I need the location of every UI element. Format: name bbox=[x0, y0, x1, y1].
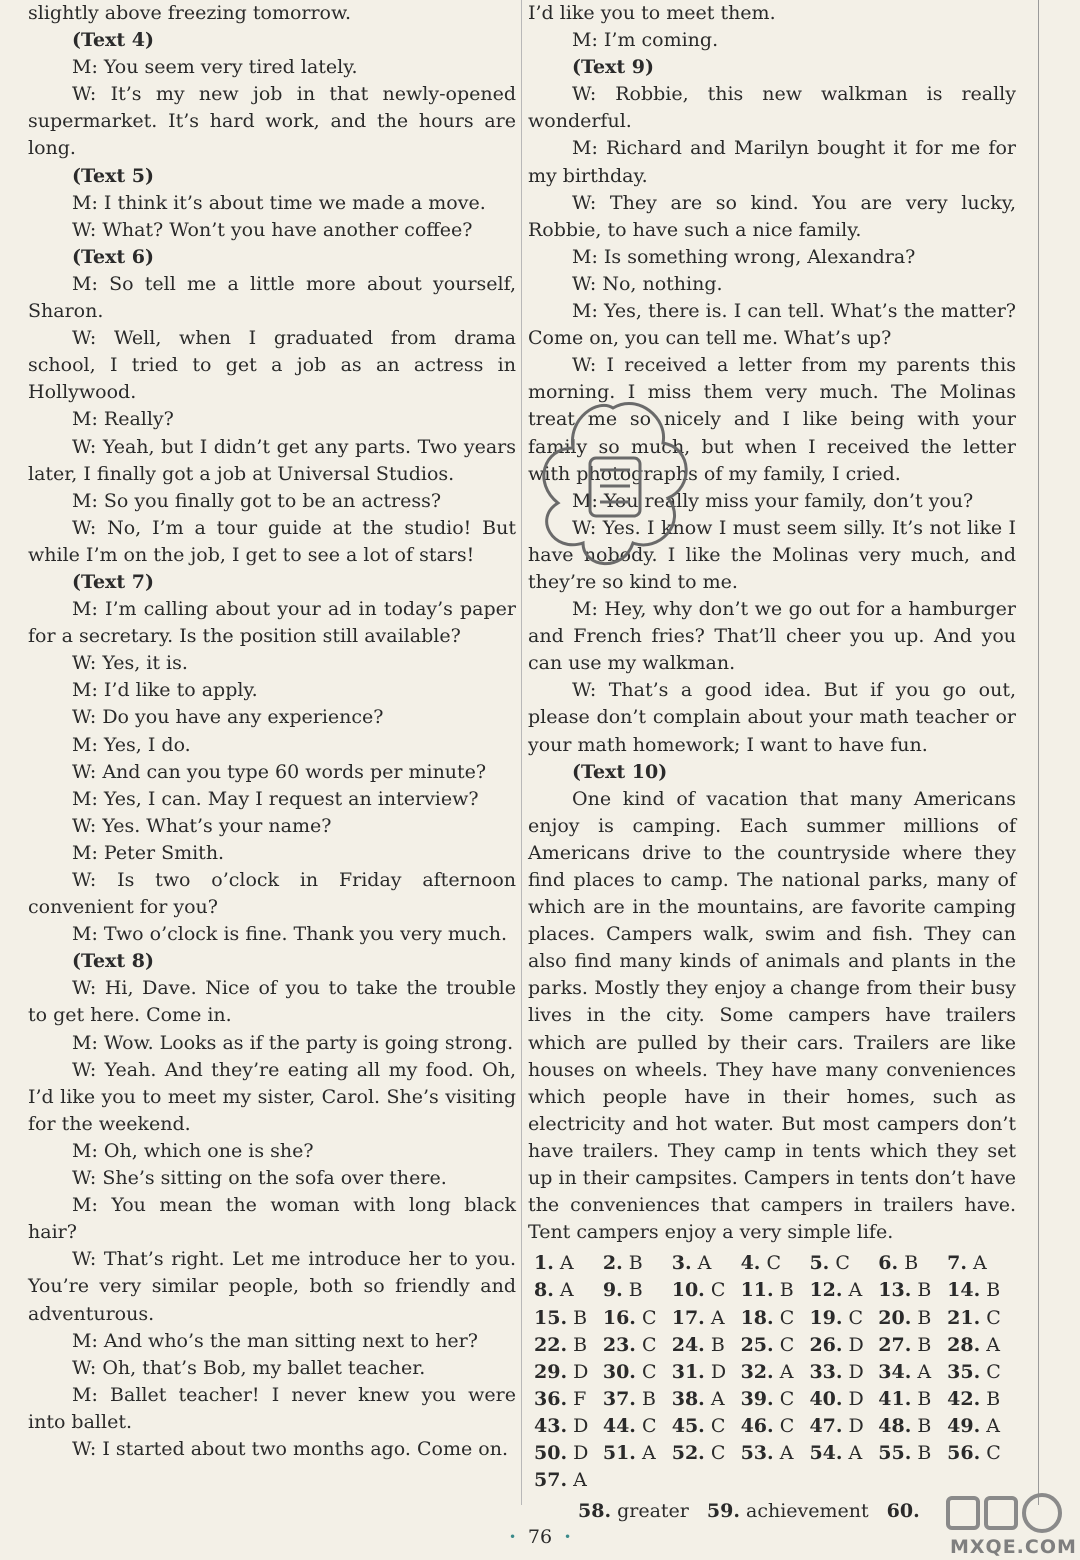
answer-number: 3. bbox=[671, 1252, 692, 1275]
section-heading: (Text 10) bbox=[572, 760, 668, 783]
dialogue-line: M: Richard and Marilyn bought it for me for my birthday. bbox=[528, 137, 1016, 187]
dialogue-line: W: Hi, Dave. Nice of you to take the trouble to get here. Come in. bbox=[28, 977, 516, 1027]
dialogue-line: M: You seem very tired lately. bbox=[72, 56, 358, 79]
answer-number: 52. bbox=[671, 1441, 705, 1464]
answer-letter: C bbox=[641, 1333, 657, 1356]
answer-letter: A bbox=[986, 1414, 1000, 1437]
answer-letter: B bbox=[628, 1279, 643, 1302]
fill-answer bbox=[707, 1498, 869, 1525]
answer-number: 46. bbox=[740, 1414, 774, 1437]
answer-item bbox=[534, 1386, 603, 1413]
answer-letter: A bbox=[559, 1252, 574, 1275]
answer-number: 25. bbox=[740, 1333, 774, 1356]
answer-row bbox=[528, 1305, 1016, 1332]
answer-number: 16. bbox=[602, 1306, 636, 1329]
dialogue-line: M: You mean the woman with long black hair? bbox=[28, 1194, 516, 1244]
dialogue-line: W: Yes. What’s your name? bbox=[72, 814, 332, 837]
answer-number: 23. bbox=[602, 1333, 636, 1356]
answer-item bbox=[741, 1250, 810, 1277]
fill-number: 59. bbox=[706, 1500, 740, 1523]
answer-item bbox=[878, 1413, 947, 1440]
answer-item bbox=[741, 1305, 810, 1332]
dialogue-line: W: Yes. I know I must seem silly. It’s not like I have nobody. I like the Molinas very much, and they’re so kind to me. bbox=[528, 516, 1016, 593]
page-edge-line bbox=[1038, 0, 1039, 1505]
answer-item bbox=[878, 1440, 947, 1467]
answer-item bbox=[741, 1277, 810, 1304]
answer-number: 40. bbox=[809, 1387, 843, 1410]
dialogue-line: M: Yes, I do. bbox=[72, 733, 191, 756]
answer-letter: C bbox=[641, 1360, 657, 1383]
left-column bbox=[28, 0, 516, 1463]
answer-letter: D bbox=[848, 1414, 864, 1437]
answer-number: 5. bbox=[809, 1252, 830, 1275]
answer-item bbox=[672, 1413, 741, 1440]
dialogue-line: M: I’d like to apply. bbox=[72, 679, 258, 702]
answer-letter: C bbox=[641, 1414, 657, 1437]
fill-answer bbox=[578, 1498, 689, 1525]
answer-number: 56. bbox=[947, 1441, 981, 1464]
answer-number: 21. bbox=[947, 1306, 981, 1329]
answer-item bbox=[947, 1413, 1016, 1440]
answer-number: 50. bbox=[534, 1441, 568, 1464]
answer-item bbox=[947, 1359, 1016, 1386]
answer-number: 43. bbox=[534, 1414, 568, 1437]
answer-letter: F bbox=[573, 1387, 587, 1410]
dialogue-line: W: Well, when I graduated from drama school, I tried to get a job as an actress in Hollywood. bbox=[28, 327, 516, 404]
answer-item bbox=[534, 1440, 603, 1467]
dialogue-line: W: She’s sitting on the sofa over there. bbox=[72, 1167, 447, 1190]
answer-letter: A bbox=[848, 1441, 863, 1464]
answer-item bbox=[809, 1305, 878, 1332]
answer-letter: A bbox=[641, 1441, 656, 1464]
answer-item bbox=[809, 1332, 878, 1359]
answer-row bbox=[528, 1359, 1016, 1386]
answer-item bbox=[603, 1332, 672, 1359]
dialogue-line: W: Oh, that’s Bob, my ballet teacher. bbox=[72, 1356, 426, 1379]
answer-number: 1. bbox=[534, 1252, 554, 1275]
dialogue-line: W: That’s right. Let me introduce her to you. You’re very similar people, both so friendly and adventurous. bbox=[28, 1248, 516, 1325]
answer-number: 33. bbox=[809, 1360, 843, 1383]
answer-item bbox=[603, 1440, 672, 1467]
answer-item bbox=[947, 1277, 1016, 1304]
dialogue-line: slightly above freezing tomorrow. bbox=[28, 2, 352, 24]
answer-letter: B bbox=[917, 1441, 932, 1464]
answer-item bbox=[672, 1386, 741, 1413]
answer-letter: D bbox=[710, 1360, 727, 1383]
dialogue-line: M: Is something wrong, Alexandra? bbox=[572, 245, 916, 268]
answer-number: 30. bbox=[602, 1360, 636, 1383]
answer-letter: B bbox=[710, 1333, 725, 1356]
dialogue-line: W: Yeah, but I didn’t get any parts. Two years later, I finally got a job at Universal Studios. bbox=[28, 435, 516, 485]
answer-number: 53. bbox=[740, 1441, 774, 1464]
dialogue-line: M: Peter Smith. bbox=[72, 841, 225, 864]
answer-letter: D bbox=[848, 1360, 864, 1383]
answer-row bbox=[528, 1386, 1016, 1413]
watermark-text: MXQE.COM bbox=[950, 1536, 1077, 1558]
dialogue-line: W: I received a letter from my parents this morning. I miss them very much. The Molinas treat me so nicely and I like being with your family so much, but when I received the letter with photographs of my family, I cried. bbox=[528, 354, 1016, 485]
section-heading: (Text 5) bbox=[72, 164, 154, 187]
answer-letter: C bbox=[710, 1441, 726, 1464]
answer-number: 44. bbox=[602, 1414, 636, 1437]
answer-letter: A bbox=[697, 1252, 712, 1275]
answer-item bbox=[741, 1386, 810, 1413]
answer-row bbox=[528, 1250, 1016, 1277]
answer-letter: B bbox=[917, 1387, 932, 1410]
answer-number: 12. bbox=[809, 1279, 843, 1302]
answer-number: 42. bbox=[947, 1387, 981, 1410]
answer-number: 4. bbox=[740, 1252, 761, 1275]
answer-row bbox=[528, 1413, 1016, 1440]
dialogue-line: M: So tell me a little more about yourself, Sharon. bbox=[28, 272, 516, 323]
fill-word: achievement bbox=[746, 1500, 869, 1523]
answer-letter: D bbox=[573, 1414, 589, 1437]
dialogue-line: M: I’m coming. bbox=[572, 29, 719, 52]
dialogue-line: M: So you finally got to be an actress? bbox=[72, 489, 442, 512]
answer-letter: A bbox=[710, 1387, 725, 1410]
dialogue-line: M: And who’s the man sitting next to her? bbox=[72, 1329, 478, 1352]
dialogue-line: W: It’s my new job in that newly-opened supermarket. It’s hard work, and the hours are long. bbox=[28, 83, 516, 160]
answer-letter: B bbox=[573, 1333, 588, 1356]
answer-row bbox=[528, 1332, 1016, 1359]
answer-number: 18. bbox=[740, 1306, 774, 1329]
section-heading: (Text 9) bbox=[572, 56, 654, 79]
answer-item bbox=[878, 1250, 947, 1277]
answer-number: 15. bbox=[534, 1306, 568, 1329]
answer-letter: A bbox=[986, 1333, 1000, 1356]
answer-item bbox=[809, 1386, 878, 1413]
answer-item bbox=[603, 1305, 672, 1332]
answer-number: 49. bbox=[947, 1414, 981, 1437]
answer-number: 22. bbox=[534, 1333, 568, 1356]
answer-number: 20. bbox=[878, 1306, 912, 1329]
answer-letter: B bbox=[779, 1279, 794, 1302]
answer-letter: C bbox=[848, 1306, 864, 1329]
answer-number: 8. bbox=[534, 1279, 554, 1302]
dialogue-line: W: Is two o’clock in Friday afternoon convenient for you? bbox=[28, 869, 516, 919]
answer-number: 55. bbox=[878, 1441, 912, 1464]
answer-letter: B bbox=[917, 1333, 932, 1356]
answer-item bbox=[534, 1250, 603, 1277]
answer-number: 2. bbox=[602, 1252, 623, 1275]
answer-item bbox=[741, 1332, 810, 1359]
answer-item bbox=[534, 1277, 603, 1304]
answer-number: 9. bbox=[602, 1279, 623, 1302]
answer-letter: C bbox=[779, 1333, 795, 1356]
answer-item bbox=[672, 1250, 741, 1277]
dialogue-line: W: Yes, it is. bbox=[72, 652, 188, 675]
answer-item bbox=[672, 1440, 741, 1467]
answer-row bbox=[528, 1277, 1016, 1304]
page-number: · 76 · bbox=[509, 1526, 571, 1548]
answer-item bbox=[741, 1359, 810, 1386]
answer-letter: B bbox=[917, 1306, 932, 1329]
answer-letter: C bbox=[779, 1387, 795, 1410]
answer-letter: A bbox=[917, 1360, 932, 1383]
answer-item bbox=[603, 1250, 672, 1277]
answer-letter: C bbox=[641, 1306, 657, 1329]
answer-letter: C bbox=[779, 1306, 795, 1329]
answer-item bbox=[534, 1305, 603, 1332]
section-heading: (Text 6) bbox=[72, 245, 154, 268]
answer-item bbox=[809, 1440, 878, 1467]
answer-number: 47. bbox=[809, 1414, 843, 1437]
answer-letter: A bbox=[710, 1306, 725, 1329]
answer-number: 32. bbox=[740, 1360, 774, 1383]
answer-number: 11. bbox=[740, 1279, 774, 1302]
answer-number: 28. bbox=[947, 1333, 981, 1356]
answer-letter: B bbox=[904, 1252, 919, 1275]
answer-number: 24. bbox=[671, 1333, 705, 1356]
answer-item bbox=[534, 1413, 603, 1440]
answer-item bbox=[947, 1332, 1016, 1359]
answer-letter: D bbox=[573, 1441, 589, 1464]
answer-number: 36. bbox=[534, 1387, 568, 1410]
fill-number: 58. bbox=[578, 1500, 612, 1523]
answer-number: 38. bbox=[671, 1387, 705, 1410]
answer-item bbox=[878, 1386, 947, 1413]
answer-number: 35. bbox=[947, 1360, 981, 1383]
answer-item bbox=[603, 1386, 672, 1413]
dialogue-line: W: No, nothing. bbox=[572, 272, 723, 295]
dialogue-line: W: And can you type 60 words per minute? bbox=[72, 760, 487, 783]
dialogue-line: W: Do you have any experience? bbox=[72, 706, 384, 729]
answer-item bbox=[672, 1277, 741, 1304]
answer-letter: A bbox=[779, 1360, 794, 1383]
answer-item bbox=[672, 1305, 741, 1332]
answer-letter: D bbox=[848, 1333, 864, 1356]
answer-number: 26. bbox=[809, 1333, 843, 1356]
answer-number: 31. bbox=[671, 1360, 705, 1383]
answer-item bbox=[878, 1359, 947, 1386]
answer-letter: C bbox=[986, 1306, 1001, 1329]
answer-letter: A bbox=[559, 1279, 574, 1302]
dialogue-line: M: Yes, there is. I can tell. What’s the matter? Come on, you can tell me. What’s up? bbox=[528, 300, 1016, 350]
answer-item bbox=[947, 1440, 1016, 1467]
dialogue-line: M: Really? bbox=[72, 408, 174, 431]
answer-number: 51. bbox=[602, 1441, 636, 1464]
answer-letter: B bbox=[986, 1279, 1001, 1302]
dialogue-line: W: They are so kind. You are very lucky, Robbie, to have such a nice family. bbox=[528, 191, 1016, 241]
answer-item bbox=[878, 1277, 947, 1304]
dialogue-line: M: You really miss your family, don’t you? bbox=[572, 489, 974, 512]
answer-item bbox=[741, 1440, 810, 1467]
answer-letter: C bbox=[986, 1441, 1001, 1464]
dialogue-line: M: I’m calling about your ad in today’s paper for a secretary. Is the position still available? bbox=[28, 598, 516, 648]
answer-letter: D bbox=[573, 1360, 589, 1383]
answer-number: 27. bbox=[878, 1333, 912, 1356]
answer-item bbox=[809, 1277, 878, 1304]
answer-letter: D bbox=[848, 1387, 864, 1410]
dialogue-line: W: Yeah. And they’re eating all my food. Oh, I’d like you to meet my sister, Carol. She’s visiting for the weekend. bbox=[28, 1058, 516, 1135]
answer-grid bbox=[528, 1250, 1016, 1494]
dialogue-line: W: No, I’m a tour guide at the studio! But while I’m on the job, I get to see a lot of stars! bbox=[28, 516, 516, 566]
answer-item bbox=[603, 1277, 672, 1304]
answer-letter: B bbox=[917, 1414, 932, 1437]
watermark-stamp-icon bbox=[528, 388, 698, 588]
answer-letter: C bbox=[779, 1414, 795, 1437]
dialogue-line: One kind of vacation that many Americans enjoy is camping. Each summer millions of Americans drive to the countryside where they find places to camp. The national parks, many of which are in the mountains, are favorite camping places. Campers walk, swim and fish. They can also find many kinds of animals and plants in the parks. Mostly they enjoy a change from their busy lives in the city. Some campers have trailers which are pulled by their cars. Trailers are like houses on wheels. They have many conveniences which people have in their homes, such as electricity and hot water. But most campers don’t have trailers. They camp in tents which they set up in their campsites. Campers in tents don’t have the conveniences that campers in trailers have. Tent campers enjoy a very simple life. bbox=[528, 787, 1016, 1244]
dialogue-line: W: That’s a good idea. But if you go out, please don’t complain about your math teacher or your math homework; I want to have fun. bbox=[528, 679, 1016, 756]
answer-letter: B bbox=[573, 1306, 588, 1329]
answer-letter: A bbox=[848, 1279, 863, 1302]
answer-letter: B bbox=[628, 1252, 643, 1275]
answer-item bbox=[947, 1305, 1016, 1332]
dialogue-line: W: What? Won’t you have another coffee? bbox=[72, 218, 473, 241]
dialogue-line: M: Oh, which one is she? bbox=[72, 1139, 314, 1162]
answer-number: 48. bbox=[878, 1414, 912, 1437]
answer-number: 54. bbox=[809, 1441, 843, 1464]
answer-letter: B bbox=[641, 1387, 656, 1410]
answer-number: 41. bbox=[878, 1387, 912, 1410]
answer-number: 45. bbox=[671, 1414, 705, 1437]
answer-item bbox=[603, 1359, 672, 1386]
answer-number: 14. bbox=[947, 1279, 981, 1302]
answer-letter: C bbox=[835, 1252, 850, 1275]
right-column-text bbox=[528, 0, 1016, 1246]
answer-letter: A bbox=[573, 1469, 587, 1492]
dialogue-line: W: Robbie, this new walkman is really wonderful. bbox=[528, 83, 1016, 133]
section-heading: (Text 8) bbox=[72, 950, 154, 973]
fill-number: 60. bbox=[886, 1500, 920, 1523]
answer-item bbox=[672, 1332, 741, 1359]
dialogue-line: M: Two o’clock is fine. Thank you very much. bbox=[72, 923, 508, 946]
answer-number: 34. bbox=[878, 1360, 912, 1383]
answer-item bbox=[947, 1250, 1016, 1277]
answer-letter: B bbox=[917, 1279, 932, 1302]
answer-number: 29. bbox=[534, 1360, 568, 1383]
answer-item bbox=[878, 1305, 947, 1332]
answer-row bbox=[528, 1440, 1016, 1467]
answer-item bbox=[878, 1332, 947, 1359]
fill-word: greater bbox=[617, 1500, 689, 1523]
dialogue-line: M: Wow. Looks as if the party is going strong. bbox=[72, 1031, 514, 1054]
answer-letter: A bbox=[973, 1252, 987, 1275]
answer-letter: C bbox=[710, 1279, 726, 1302]
answer-letter: C bbox=[710, 1414, 726, 1437]
answer-number: 7. bbox=[947, 1252, 967, 1275]
answer-number: 6. bbox=[878, 1252, 899, 1275]
dialogue-line: I’d like you to meet them. bbox=[528, 2, 776, 24]
right-column bbox=[528, 0, 1016, 1525]
answer-item bbox=[534, 1359, 603, 1386]
section-heading: (Text 7) bbox=[72, 570, 154, 593]
answer-letter: B bbox=[986, 1387, 1001, 1410]
column-divider bbox=[521, 0, 522, 1505]
dialogue-line: M: Ballet teacher! I never knew you were into ballet. bbox=[28, 1383, 516, 1433]
answer-item bbox=[741, 1413, 810, 1440]
dialogue-line: M: I think it’s about time we made a move. bbox=[72, 191, 486, 214]
answer-number: 37. bbox=[602, 1387, 636, 1410]
answer-number: 10. bbox=[671, 1279, 705, 1302]
answer-letter: A bbox=[779, 1441, 794, 1464]
answer-item bbox=[809, 1359, 878, 1386]
page-number-value: 76 bbox=[527, 1526, 553, 1548]
section-heading: (Text 4) bbox=[72, 29, 154, 52]
dialogue-line: W: I started about two months ago. Come on. bbox=[72, 1437, 508, 1460]
answer-item bbox=[672, 1359, 741, 1386]
answer-item bbox=[809, 1413, 878, 1440]
dialogue-line: M: Hey, why don’t we go out for a hamburger and French fries? That’ll cheer you up. And you can use my walkman. bbox=[528, 598, 1016, 675]
answer-number: 57. bbox=[534, 1469, 568, 1492]
dialogue-line: M: Yes, I can. May I request an interview? bbox=[72, 787, 479, 810]
answer-number: 39. bbox=[740, 1387, 774, 1410]
answer-number: 17. bbox=[671, 1306, 705, 1329]
answer-item bbox=[809, 1250, 878, 1277]
answer-letter: C bbox=[986, 1360, 1001, 1383]
answer-item bbox=[534, 1467, 605, 1494]
answer-number: 13. bbox=[878, 1279, 912, 1302]
answer-number: 19. bbox=[809, 1306, 843, 1329]
answer-item bbox=[534, 1332, 603, 1359]
answer-letter: C bbox=[766, 1252, 782, 1275]
answer-item bbox=[603, 1413, 672, 1440]
answer-item bbox=[947, 1386, 1016, 1413]
